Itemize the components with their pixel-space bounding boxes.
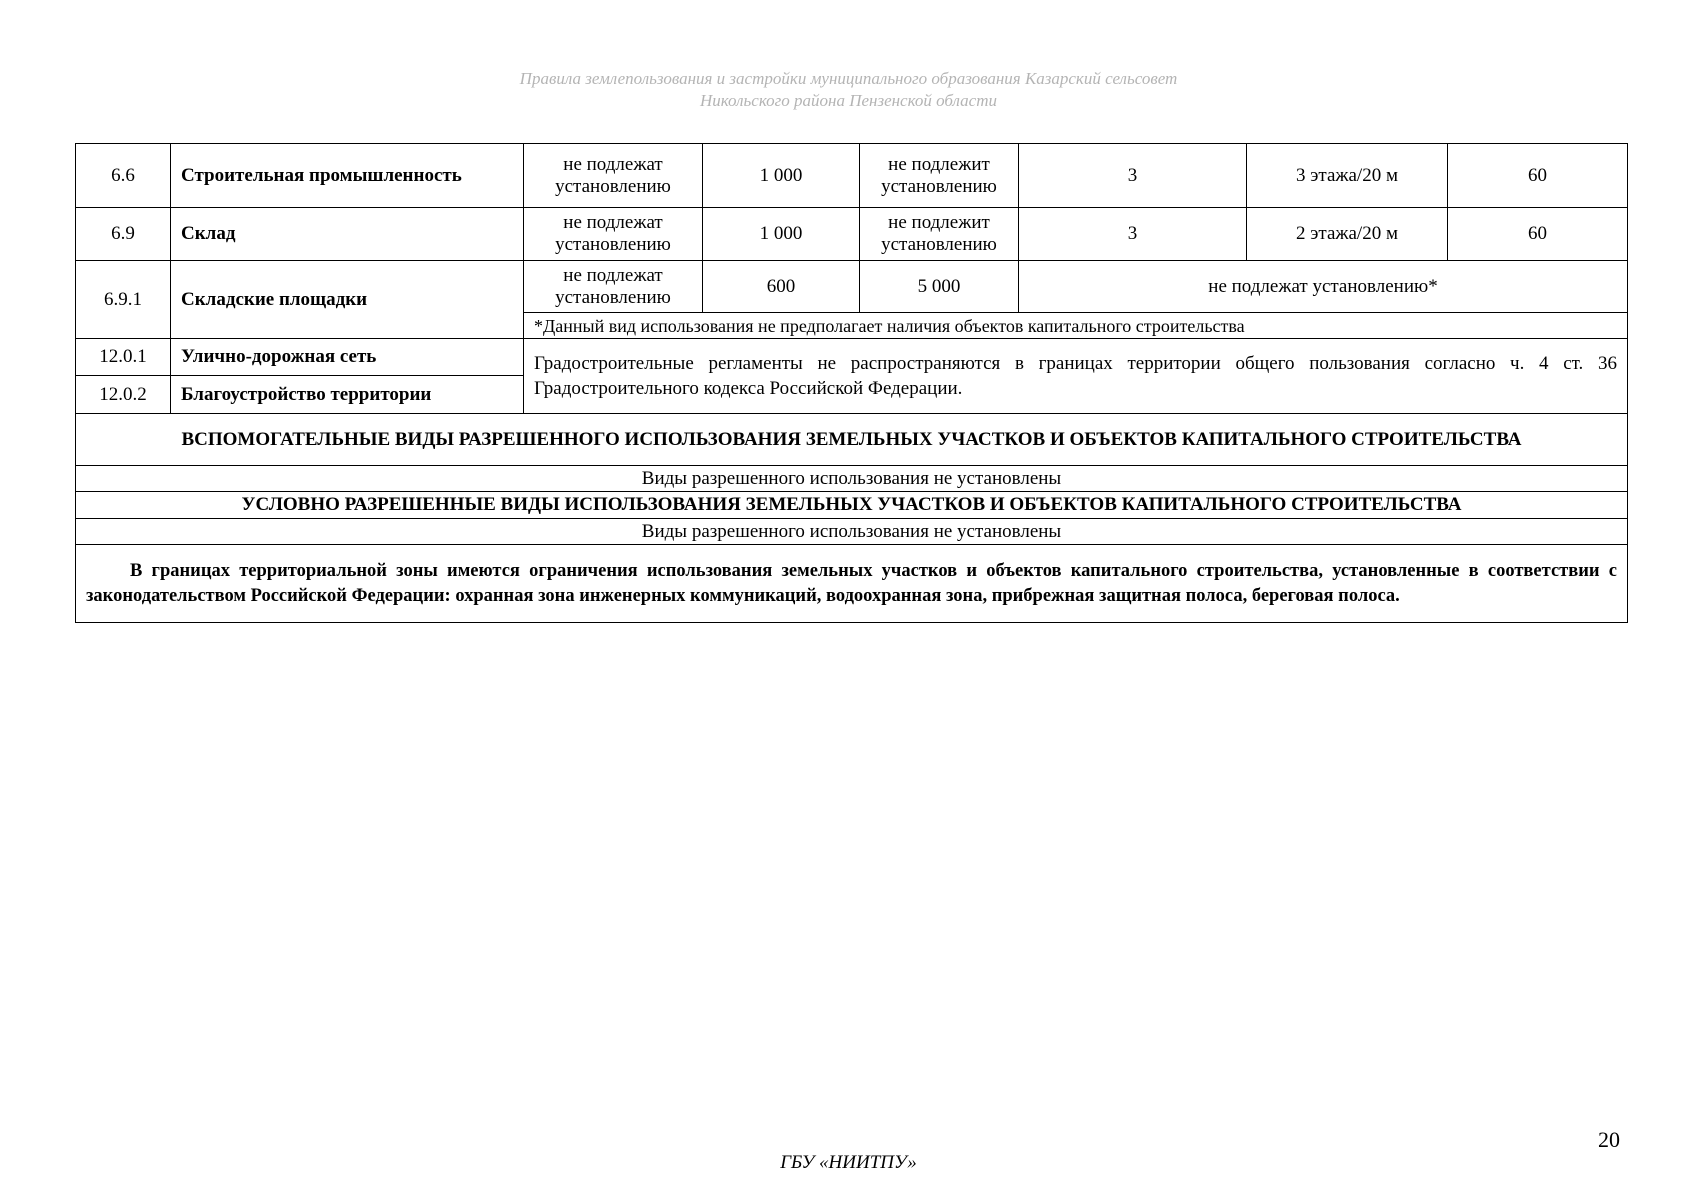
header-line-2: Никольского района Пензенской области: [699, 91, 998, 110]
row-code: 6.6: [76, 144, 171, 208]
table-row: [76, 208, 1628, 261]
max-size-cell: 5 000: [860, 261, 1019, 313]
table-row: [76, 144, 1628, 208]
section-header-row: [76, 492, 1628, 519]
restrictions-text: В границах территориальной зоны имеются ограничения использования земельных участков и объектов капитального строительства, установленные в соответствии с законодательством Российской Федерации: охранная зона инженерных коммуникаций, водоохранная зона, прибрежная защитная полоса, береговая полоса.: [76, 545, 1628, 623]
min-area-cell: не подлежат установлению: [524, 261, 703, 313]
merged-params-cell: не подлежат установлению*: [1019, 261, 1628, 313]
coverage-cell: 60: [1448, 144, 1628, 208]
regulations-table: [75, 143, 1628, 623]
page-number: 20: [1598, 1127, 1620, 1152]
page-footer: ГБУ «НИИТПУ»: [780, 1152, 917, 1173]
setback-cell: 3: [1019, 144, 1247, 208]
row-name: Складские площадки: [171, 261, 524, 339]
row-code: 12.0.1: [76, 339, 171, 376]
max-size-cell: не подлежит установлению: [860, 144, 1019, 208]
row-code: 6.9.1: [76, 261, 171, 339]
min-size-cell: 1 000: [703, 144, 860, 208]
height-cell: 2 этажа/20 м: [1247, 208, 1448, 261]
running-header: [0, 68, 1697, 112]
row-code: 6.9: [76, 208, 171, 261]
table-row: [76, 261, 1628, 313]
table-row: [76, 339, 1628, 376]
header-line-1: Правила землепользования и застройки муниципального образования Казарский сельсовет: [519, 69, 1178, 88]
row-code: 12.0.2: [76, 376, 171, 414]
footnote-cell: *Данный вид использования не предполагает наличия объектов капитального строительства: [524, 313, 1628, 339]
height-cell: 3 этажа/20 м: [1247, 144, 1448, 208]
min-area-cell: не подлежат установлению: [524, 208, 703, 261]
setback-cell: 3: [1019, 208, 1247, 261]
section-header-row: [76, 414, 1628, 466]
min-size-cell: 1 000: [703, 208, 860, 261]
section-text-row: [76, 466, 1628, 492]
max-size-cell: не подлежит установлению: [860, 208, 1019, 261]
min-size-cell: 600: [703, 261, 860, 313]
row-name: Улично-дорожная сеть: [171, 339, 524, 376]
row-name: Благоустройство территории: [171, 376, 524, 414]
section-text-row: [76, 519, 1628, 545]
row-name: Строительная промышленность: [171, 144, 524, 208]
restrictions-row: [76, 545, 1628, 623]
reglament-cell: Градостроительные регламенты не распространяются в границах территории общего пользования согласно ч. 4 ст. 36 Градостроительного кодекса Российской Федерации.: [524, 339, 1628, 414]
row-name: Склад: [171, 208, 524, 261]
auxiliary-section-text: Виды разрешенного использования не установлены: [76, 466, 1628, 492]
auxiliary-section-title: ВСПОМОГАТЕЛЬНЫЕ ВИДЫ РАЗРЕШЕННОГО ИСПОЛЬЗОВАНИЯ ЗЕМЕЛЬНЫХ УЧАСТКОВ И ОБЪЕКТОВ КАПИТАЛЬНОГО СТРОИТЕЛЬСТВА: [76, 414, 1628, 466]
conditional-section-text: Виды разрешенного использования не установлены: [76, 519, 1628, 545]
conditional-section-title: УСЛОВНО РАЗРЕШЕННЫЕ ВИДЫ ИСПОЛЬЗОВАНИЯ ЗЕМЕЛЬНЫХ УЧАСТКОВ И ОБЪЕКТОВ КАПИТАЛЬНОГО СТРОИТЕЛЬСТВА: [76, 492, 1628, 519]
min-area-cell: не подлежат установлению: [524, 144, 703, 208]
coverage-cell: 60: [1448, 208, 1628, 261]
